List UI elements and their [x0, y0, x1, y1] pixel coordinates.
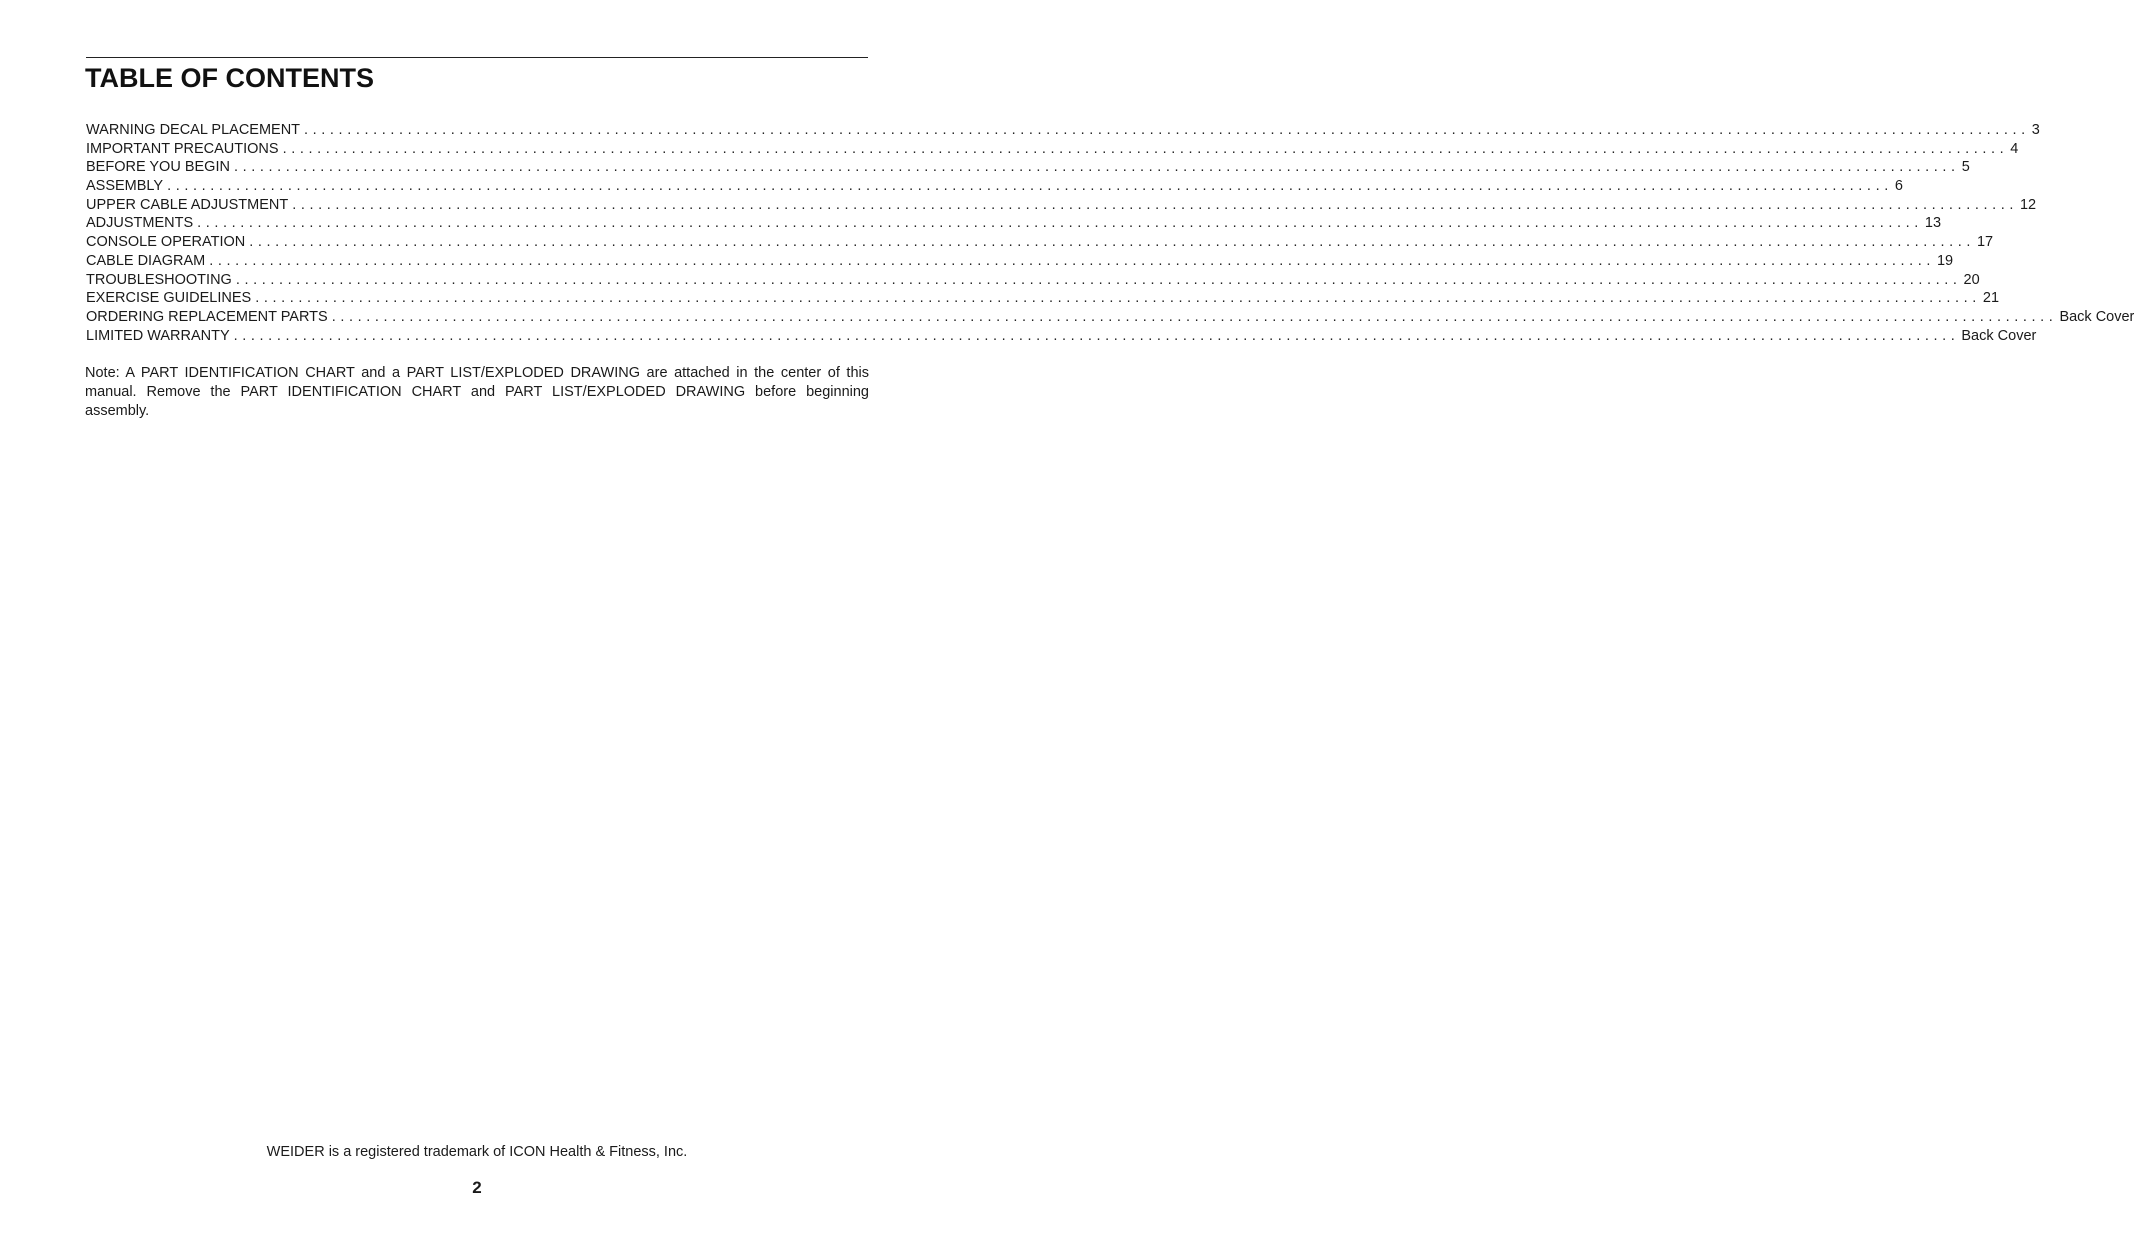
toc-dot-leader: ........................................................................................................................................................................................................	[209, 252, 1935, 269]
toc-dot-leader: ........................................................................................................................................................................................................	[233, 327, 1960, 344]
trademark-notice: WEIDER is a registered trademark of ICON Health & Fitness, Inc.	[266, 1144, 688, 1160]
toc-entry	[86, 158, 1970, 177]
toc-entry-page: 6	[1894, 178, 1903, 195]
toc-entry-title: WARNING DECAL PLACEMENT	[86, 122, 301, 138]
toc-entry-title: LIMITED WARRANTY	[86, 327, 230, 344]
toc-entry-page: 3	[2031, 122, 2040, 138]
toc-dot-leader: ........................................................................................................................................................................................................	[282, 140, 2009, 157]
toc-dot-leader: ........................................................................................................................................................................................................	[331, 308, 2058, 325]
toc-entry-page: 12	[2019, 196, 2037, 213]
toc-entry-title: BEFORE YOU BEGIN	[86, 159, 230, 176]
page-title: TABLE OF CONTENTS	[85, 63, 374, 93]
toc-entry-page: 21	[1982, 290, 2000, 307]
toc-entry-title: TROUBLESHOOTING	[86, 271, 232, 288]
toc-entry	[86, 196, 2037, 215]
toc-dot-leader: ........................................................................................................................................................................................................	[235, 271, 1962, 288]
toc-entry-page: 17	[1976, 234, 1994, 251]
toc-dot-leader: ........................................................................................................................................................................................................	[233, 159, 1960, 176]
toc-dot-leader: ........................................................................................................................................................................................................	[292, 196, 2018, 213]
toc-entry-title: ORDERING REPLACEMENT PARTS	[86, 308, 328, 325]
toc-entry-title: ASSEMBLY	[86, 178, 164, 195]
assembly-note: Note: A PART IDENTIFICATION CHART and a PART LIST/EXPLODED DRAWING are attached in the center of this manual. Remove the PART IDENTIFICATION CHART and PART LIST/EXPLODED DRAWING before beginning assembly.	[85, 365, 869, 419]
toc-dot-leader: ........................................................................................................................................................................................................	[255, 290, 1981, 307]
toc-entry-title: UPPER CABLE ADJUSTMENT	[86, 196, 289, 213]
toc-dot-leader: ........................................................................................................................................................................................................	[249, 234, 1975, 251]
toc-entry	[86, 214, 1942, 233]
page-number: 2	[472, 1178, 482, 1197]
toc-dot-leader: ........................................................................................................................................................................................................	[167, 178, 1893, 195]
toc-dot-leader: ........................................................................................................................................................................................................	[304, 122, 2030, 138]
toc-entry	[86, 252, 1954, 271]
toc-entry-page: 20	[1963, 271, 1980, 288]
toc-entry	[86, 233, 1994, 252]
toc-entry-title: CABLE DIAGRAM	[86, 252, 206, 269]
toc-entry	[86, 327, 2037, 346]
toc-entry-title: CONSOLE OPERATION	[86, 234, 246, 251]
toc-entry-title: EXERCISE GUIDELINES	[86, 290, 252, 307]
toc-entry	[86, 289, 2000, 308]
toc-entry	[86, 140, 2019, 159]
toc-entry	[86, 177, 1903, 196]
toc-entry-page: 4	[2010, 140, 2019, 157]
toc-entry-page: Back Cover	[1961, 327, 2037, 344]
toc-entry-page: 5	[1961, 159, 1970, 176]
toc-dot-leader: ........................................................................................................................................................................................................	[197, 215, 1923, 232]
toc-entry-title: IMPORTANT PRECAUTIONS	[86, 140, 279, 157]
toc-entry-title: ADJUSTMENTS	[86, 215, 194, 232]
toc-entry-page: 13	[1924, 215, 1942, 232]
toc-entry	[86, 308, 2134, 327]
toc-entry-page: Back Cover	[2059, 308, 2134, 325]
toc-entry-page: 19	[1936, 252, 1954, 269]
toc-entry	[86, 271, 1980, 290]
table-of-contents	[86, 121, 2134, 345]
top-rule	[86, 57, 868, 58]
toc-entry	[86, 121, 2040, 140]
